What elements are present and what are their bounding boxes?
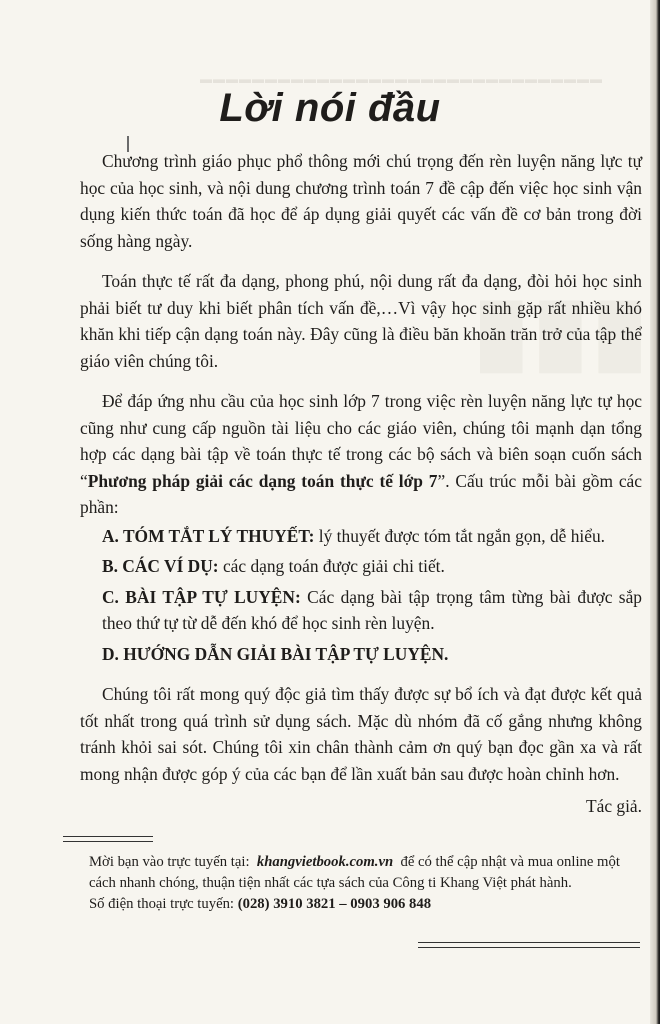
list-item	[102, 584, 642, 637]
visit-prefix: Mời bạn vào trực tuyến tại:	[89, 854, 250, 870]
divider-bottom	[418, 942, 640, 948]
online-info	[89, 852, 639, 894]
section-text: Các dạng bài tập trọng tâm từng bài được sắp theo thứ tự từ dễ đến khó để học sinh rèn luyện.	[102, 586, 642, 633]
phone-info	[89, 894, 639, 915]
section-label: D. HƯỚNG DẪN GIẢI BÀI TẬP TỰ LUYỆN.	[102, 643, 449, 664]
list-item	[102, 523, 642, 550]
divider-top	[63, 836, 153, 842]
paragraph-3	[80, 388, 642, 521]
list-item	[102, 641, 642, 668]
author-signature: Tác giả.	[585, 796, 642, 816]
intro-text-after: ”. Cấu trúc mỗi bài gồm các phần:	[80, 470, 642, 517]
visit-suffix: để có thể cập nhật và mua online một cách nhanh chóng, thuận tiện nhất các tựa sách của Công ti Khang Việt phát hành.	[89, 854, 620, 891]
show-through-background: ▬▬▬▬▬▬▬▬▬▬▬▬▬▬▬▬▬▬▬▬▬▬▬▬▬▬▬▬▬▬▬ █ █ █	[200, 72, 641, 368]
book-title: Phương pháp giải các dạng toán thực tế lớp 7	[87, 470, 438, 491]
section-label: B. CÁC VÍ DỤ:	[102, 556, 219, 576]
page-title: Lời nói đầu	[219, 86, 441, 130]
section-text: lý thuyết được tóm tắt ngắn gọn, dễ hiểu.	[314, 525, 605, 546]
paragraph-1: Chương trình giáo phục phổ thông mới chú trọng đến rèn luyện năng lực tự học của học sinh, và nội dung chương trình toán 7 đề cập đến việc học sinh vận dụng kiến thức toán đã học để áp dụng giải quyết các vấn đề cơ bản trong đời sống hàng ngày.	[80, 151, 642, 251]
preface-body	[80, 148, 642, 820]
intro-text-before: Để đáp ứng nhu cầu của học sinh lớp 7 trong việc rèn luyện năng lực tự học cũng như cung cấp nguồn tài liệu cho các giáo viên, chúng tôi mạnh dạn tổng hợp các dạng bài tập về toán thực tế trong các bộ sách và biên soạn cuốn sách “	[80, 391, 642, 491]
page-edge	[650, 0, 660, 1024]
paragraph-closing: Chúng tôi rất mong quý độc giả tìm thấy được sự bổ ích và đạt được kết quả tốt nhất trong quá trình sử dụng sách. Mặc dù nhóm đã cố gắng nhưng không tránh khỏi sai sót. Chúng tôi xin chân thành cảm ơn quý bạn đọc gần xa và rất mong nhận được góp ý của các bạn để lần xuất bản sau được hoàn chỉnh hơn.	[80, 684, 642, 784]
phone-label: Số điện thoại trực tuyến:	[89, 896, 235, 912]
section-text: các dạng toán được giải chi tiết.	[218, 556, 445, 576]
website-link[interactable]: khangvietbook.com.vn	[256, 854, 394, 870]
structure-list	[102, 523, 642, 668]
section-label: A. TÓM TẮT LÝ THUYẾT:	[102, 525, 315, 546]
phone-numbers: (028) 3910 3821 – 0903 906 848	[237, 896, 432, 912]
publisher-note	[89, 852, 639, 915]
section-label: C. BÀI TẬP TỰ LUYỆN:	[102, 586, 301, 607]
list-item	[102, 553, 642, 580]
paragraph-2: Toán thực tế rất đa dạng, phong phú, nội dung rất đa dạng, đòi hỏi học sinh phải biết tư duy khi biết phân tích vấn đề,…Vì vậy học sinh gặp rất nhiều khó khăn khi tiếp cận dạng toán này. Đây cũng là điều băn khoăn trăn trở của tập thể giáo viên chúng tôi.	[80, 271, 642, 371]
